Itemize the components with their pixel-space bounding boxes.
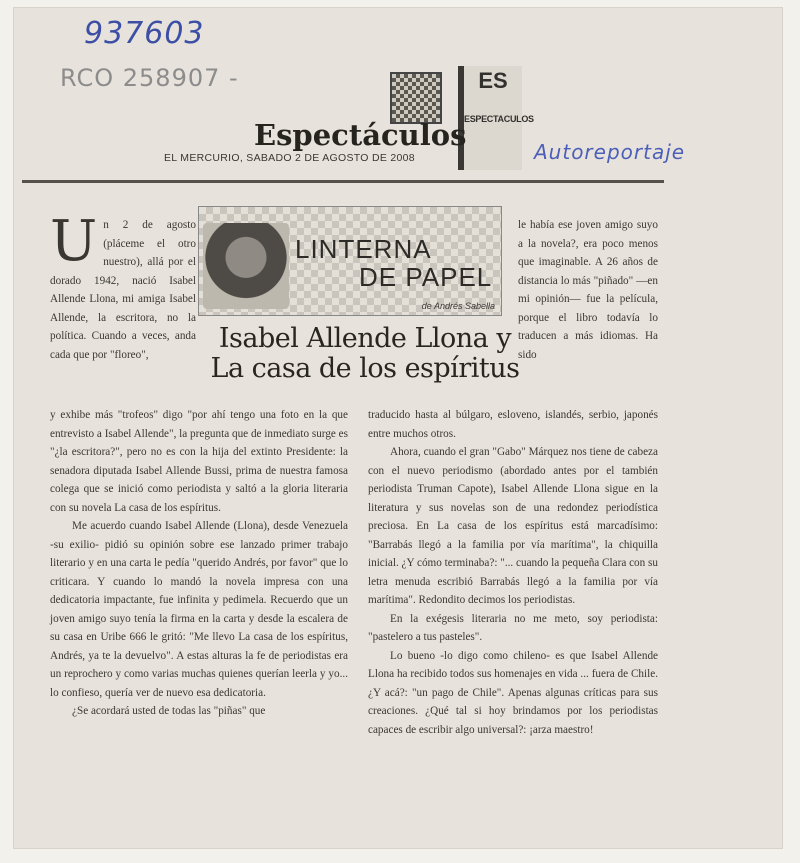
newspaper-clipping bbox=[14, 8, 782, 848]
headline-line2: La casa de los espíritus bbox=[210, 353, 520, 384]
article-headline bbox=[210, 324, 520, 384]
column-name-line2: DE PAPEL bbox=[359, 262, 493, 292]
right-top-text: le había ese joven amigo suyo a la novela?, era poco menos que imaginable. A 26 años de distancia lo más "piñado" —en mi opinión— fue la película, porque el libro todavía lo traducen a más idiomas. Ha sido bbox=[518, 219, 658, 361]
paragraph-3: ¿Se acordará usted de todas las "piñas" que bbox=[72, 705, 266, 717]
column-banner bbox=[198, 206, 502, 316]
paragraph-6: En la exégesis literaria no me meto, soy periodista: "pastelero a tus pasteles". bbox=[368, 612, 658, 643]
handwritten-number: 937603 bbox=[84, 16, 205, 51]
header-rule bbox=[22, 180, 664, 183]
paragraph-1: y exhibe más "trofeos" digo "por ahí tengo una foto en la que entrevisto a Isabel Allende", la pregunta que de inmediato surge es "¿la escritora?", pero no es con la hija del extinto Presidente: la senadora diputada Isabel Allende Bussi, prima de nuestra famosa colega que se inició como periodista y saltó a la gloria literaria con su novela La casa de los espíritus. bbox=[50, 409, 348, 514]
article-column-left bbox=[50, 406, 348, 721]
section-logo-pattern bbox=[390, 72, 442, 124]
article-lead bbox=[50, 209, 196, 364]
article-column-right-top bbox=[518, 216, 658, 364]
column-name bbox=[295, 235, 492, 291]
paragraph-4: traducido hasta al búlgaro, esloveno, islandés, serbio, japonés entre muchos otros. bbox=[368, 409, 658, 440]
handwritten-note: Autoreportaje bbox=[534, 140, 686, 164]
handwritten-code: RCO 258907 - bbox=[60, 64, 239, 92]
logo-es-text: ES bbox=[478, 68, 508, 93]
lead-text: n 2 de agosto (pláceme el otro nuestro), allá por el dorado 1942, nació Isabel Allende Llona, mi amiga Isabel Allende, la escritora, no la política. Cuando a veces, anda cada que por "floreo", bbox=[50, 219, 196, 361]
paragraph-5: Ahora, cuando el gran "Gabo" Márquez nos tiene de cabeza con el nuevo periodismo (abordado antes por el también periodista Truman Capote), Isabel Allende Llona sigue en la literatura y sus novelas son de una redondez periodística preciosa. En La casa de los espíritus está marcadísimo: "Barrabás llegó a la familia por vía marítima", la chiquilla inicial. ¿Y cómo terminaba?: "... cuando la pequeña Clara con su letra menuda escribió Barrabás llegó a la familia por vía marítima". Redondito decimos los periodistas. bbox=[368, 446, 658, 606]
headline-line1: Isabel Allende Llona y bbox=[218, 323, 512, 354]
paragraph-2: Me acuerdo cuando Isabel Allende (Llona), desde Venezuela -su exilio- pidió su opinión sobre ese lanzado primer trabajo literario y en una carta le pedía "querido Andrés, por favor" que lo criticara. Y cuando lo mandó la novela impresa con una dedicatoria impactante, fue infinita y pedimela. Recuerdo que un joven amigo suyo tenía la firma en la carta y desde la escalera de su casa en Uribe 666 le gritó: "Me llevo La casa de los espíritus, Andrés, ya te la devuelvo". A estas alturas la fe de periodistas era un reprochero y como varias muchas quienes querían leerla y yo... lo confieso, quería ver de nuevo esa dedicatoria. bbox=[50, 520, 348, 699]
column-name-line1: LINTERNA bbox=[295, 234, 432, 264]
byline: de Andrés Sabella bbox=[421, 301, 495, 311]
dateline: EL MERCURIO, SABADO 2 DE AGOSTO DE 2008 bbox=[164, 152, 415, 164]
section-title: Espectáculos bbox=[254, 118, 467, 152]
article-column-right bbox=[368, 406, 658, 739]
section-logo bbox=[458, 66, 534, 170]
drop-cap: U bbox=[50, 209, 98, 274]
logo-sub-text: ESPECTACULOS bbox=[464, 114, 534, 124]
author-portrait bbox=[203, 223, 289, 309]
paragraph-7: Lo bueno -lo digo como chileno- es que Isabel Allende Llona ha recibido todos sus homenajes en vida ... fuera de Chile. ¿Y acá?: "un pago de Chile". Apenas algunas críticas para sus creaciones. ¿Qué tal si hoy brindamos por los periodistas capaces de escribir algo universal?: ¡arza maestro! bbox=[368, 649, 658, 736]
